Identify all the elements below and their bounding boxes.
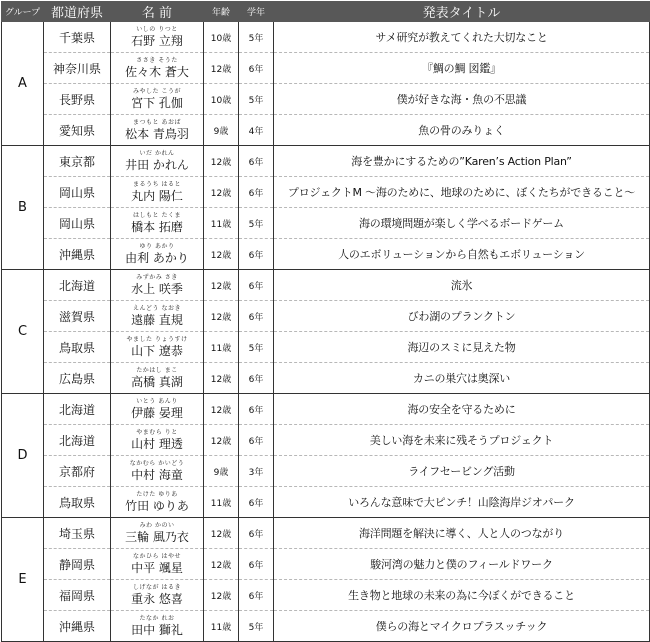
name-reading: ゆり あかり bbox=[139, 243, 175, 250]
title-cell: びわ湖のプランクトン bbox=[274, 301, 650, 332]
name-text: 水上 咲季 bbox=[131, 282, 183, 296]
age-cell: 11歳 bbox=[204, 208, 239, 239]
group-label: D bbox=[2, 394, 44, 518]
age-cell: 12歳 bbox=[204, 518, 239, 549]
name-cell bbox=[111, 518, 204, 549]
title-cell: 美しい海を未来に残そうプロジェクト bbox=[274, 425, 650, 456]
age-cell: 12歳 bbox=[204, 239, 239, 270]
grade-cell: 6年 bbox=[239, 518, 274, 549]
name-reading: みわ かのい bbox=[139, 522, 175, 529]
name-text: 中平 颯星 bbox=[131, 561, 183, 575]
grade-cell: 6年 bbox=[239, 53, 274, 84]
age-cell: 12歳 bbox=[204, 394, 239, 425]
name-cell bbox=[111, 394, 204, 425]
name-reading: いしの りつと bbox=[136, 26, 178, 33]
grade-cell: 6年 bbox=[239, 146, 274, 177]
title-cell: 人のエボリューションから自然もエボリューション bbox=[274, 239, 650, 270]
name-cell bbox=[111, 177, 204, 208]
title-cell: 海辺のスミに見えた物 bbox=[274, 332, 650, 363]
table-row bbox=[2, 425, 650, 456]
title-cell: 僕が好きな海・魚の不思議 bbox=[274, 84, 650, 115]
grade-cell: 5年 bbox=[239, 332, 274, 363]
name-cell bbox=[111, 425, 204, 456]
group-label: C bbox=[2, 270, 44, 394]
prefecture-cell: 京都府 bbox=[44, 456, 111, 487]
age-cell: 10歳 bbox=[204, 22, 239, 53]
group-label: B bbox=[2, 146, 44, 270]
table-row bbox=[2, 115, 650, 146]
name-text: 高橋 真湖 bbox=[131, 375, 183, 389]
table-row bbox=[2, 487, 650, 518]
name-reading: まつもと あおば bbox=[133, 119, 181, 126]
prefecture-cell: 滋賀県 bbox=[44, 301, 111, 332]
name-reading: なかひら はやせ bbox=[133, 553, 181, 560]
table-row bbox=[2, 549, 650, 580]
age-cell: 10歳 bbox=[204, 84, 239, 115]
table-row bbox=[2, 146, 650, 177]
table-row bbox=[2, 394, 650, 425]
age-cell: 12歳 bbox=[204, 177, 239, 208]
name-text: 井田 かれん bbox=[125, 158, 189, 172]
prefecture-cell: 埼玉県 bbox=[44, 518, 111, 549]
name-text: 宮下 孔伽 bbox=[131, 96, 183, 110]
table-body bbox=[2, 22, 650, 642]
prefecture-cell: 北海道 bbox=[44, 270, 111, 301]
prefecture-cell: 北海道 bbox=[44, 394, 111, 425]
name-reading: たなか れお bbox=[139, 615, 175, 622]
grade-cell: 5年 bbox=[239, 611, 274, 642]
grade-cell: 6年 bbox=[239, 177, 274, 208]
table-row bbox=[2, 208, 650, 239]
age-cell: 12歳 bbox=[204, 363, 239, 394]
header-title: 発表タイトル bbox=[274, 2, 650, 22]
age-cell: 11歳 bbox=[204, 611, 239, 642]
grade-cell: 6年 bbox=[239, 301, 274, 332]
table-row bbox=[2, 363, 650, 394]
name-text: 中村 海童 bbox=[131, 468, 183, 482]
name-text: 山村 理透 bbox=[131, 437, 183, 451]
name-reading: やました りょうすけ bbox=[126, 336, 188, 343]
header-row bbox=[2, 2, 650, 22]
table-row bbox=[2, 301, 650, 332]
name-reading: まるうち はると bbox=[133, 181, 181, 188]
name-cell bbox=[111, 208, 204, 239]
name-text: 丸内 陽仁 bbox=[131, 189, 183, 203]
name-reading: たけた ゆりあ bbox=[136, 491, 178, 498]
table-header bbox=[2, 2, 650, 22]
age-cell: 12歳 bbox=[204, 549, 239, 580]
name-text: 伊藤 晏理 bbox=[131, 406, 183, 420]
name-text: 石野 立翔 bbox=[131, 34, 183, 48]
prefecture-cell: 東京都 bbox=[44, 146, 111, 177]
title-cell: プロジェクトM ～海のために、地球のために、ぼくたちができること～ bbox=[274, 177, 650, 208]
prefecture-cell: 岡山県 bbox=[44, 177, 111, 208]
title-cell: 流氷 bbox=[274, 270, 650, 301]
presentation-table bbox=[1, 1, 650, 642]
header-prefecture: 都道府県 bbox=[44, 2, 111, 22]
grade-cell: 4年 bbox=[239, 115, 274, 146]
name-reading: いだ かれん bbox=[139, 150, 175, 157]
header-age: 年齢 bbox=[204, 2, 239, 22]
name-reading: ささき そうた bbox=[136, 57, 178, 64]
age-cell: 11歳 bbox=[204, 487, 239, 518]
name-cell bbox=[111, 549, 204, 580]
title-cell: ライフセービング活動 bbox=[274, 456, 650, 487]
name-text: 竹田 ゆりあ bbox=[125, 499, 189, 513]
name-reading: はしもと たくま bbox=[133, 212, 181, 219]
name-reading: たかはし まこ bbox=[136, 367, 178, 374]
table-row bbox=[2, 611, 650, 642]
age-cell: 9歳 bbox=[204, 115, 239, 146]
name-reading: みやした こうが bbox=[133, 88, 181, 95]
table-row bbox=[2, 270, 650, 301]
name-cell bbox=[111, 301, 204, 332]
table-row bbox=[2, 456, 650, 487]
prefecture-cell: 鳥取県 bbox=[44, 487, 111, 518]
grade-cell: 6年 bbox=[239, 239, 274, 270]
prefecture-cell: 沖縄県 bbox=[44, 611, 111, 642]
prefecture-cell: 神奈川県 bbox=[44, 53, 111, 84]
name-cell bbox=[111, 239, 204, 270]
prefecture-cell: 北海道 bbox=[44, 425, 111, 456]
prefecture-cell: 岡山県 bbox=[44, 208, 111, 239]
title-cell: 『鯛の鯛 図鑑』 bbox=[274, 53, 650, 84]
name-cell bbox=[111, 580, 204, 611]
age-cell: 12歳 bbox=[204, 580, 239, 611]
age-cell: 11歳 bbox=[204, 332, 239, 363]
prefecture-cell: 千葉県 bbox=[44, 22, 111, 53]
title-cell: 僕らの海とマイクロプラスッチック bbox=[274, 611, 650, 642]
grade-cell: 3年 bbox=[239, 456, 274, 487]
table-row bbox=[2, 239, 650, 270]
name-cell bbox=[111, 53, 204, 84]
grade-cell: 5年 bbox=[239, 22, 274, 53]
name-cell bbox=[111, 270, 204, 301]
table-row bbox=[2, 53, 650, 84]
grade-cell: 6年 bbox=[239, 394, 274, 425]
group-label: E bbox=[2, 518, 44, 642]
prefecture-cell: 愛知県 bbox=[44, 115, 111, 146]
title-cell: 生き物と地球の未来の為に今ぼくができること bbox=[274, 580, 650, 611]
grade-cell: 6年 bbox=[239, 580, 274, 611]
age-cell: 12歳 bbox=[204, 270, 239, 301]
name-text: 山下 遼恭 bbox=[131, 344, 183, 358]
title-cell: カニの巣穴は奥深い bbox=[274, 363, 650, 394]
name-cell bbox=[111, 115, 204, 146]
header-group: グループ bbox=[2, 2, 44, 22]
name-reading: なかむら かいどう bbox=[129, 460, 185, 467]
name-cell bbox=[111, 456, 204, 487]
name-text: 三輪 風乃衣 bbox=[125, 530, 189, 544]
prefecture-cell: 長野県 bbox=[44, 84, 111, 115]
grade-cell: 6年 bbox=[239, 363, 274, 394]
table-row bbox=[2, 332, 650, 363]
prefecture-cell: 静岡県 bbox=[44, 549, 111, 580]
title-cell: 海洋問題を解決に導く、人と人のつながり bbox=[274, 518, 650, 549]
grade-cell: 5年 bbox=[239, 208, 274, 239]
header-grade: 学年 bbox=[239, 2, 274, 22]
prefecture-cell: 沖縄県 bbox=[44, 239, 111, 270]
title-cell: 海の環境問題が楽しく学べるボードゲーム bbox=[274, 208, 650, 239]
grade-cell: 6年 bbox=[239, 487, 274, 518]
name-cell bbox=[111, 332, 204, 363]
name-text: 佐々木 蒼大 bbox=[125, 65, 189, 79]
age-cell: 9歳 bbox=[204, 456, 239, 487]
age-cell: 12歳 bbox=[204, 425, 239, 456]
table-row bbox=[2, 580, 650, 611]
prefecture-cell: 鳥取県 bbox=[44, 332, 111, 363]
grade-cell: 5年 bbox=[239, 84, 274, 115]
age-cell: 12歳 bbox=[204, 301, 239, 332]
prefecture-cell: 福岡県 bbox=[44, 580, 111, 611]
name-text: 重永 悠喜 bbox=[131, 592, 183, 606]
title-cell: 駿河湾の魅力と僕のフィールドワーク bbox=[274, 549, 650, 580]
title-cell: 海の安全を守るために bbox=[274, 394, 650, 425]
name-cell bbox=[111, 611, 204, 642]
name-text: 由利 あかり bbox=[125, 251, 189, 265]
name-reading: いとう あんり bbox=[136, 398, 178, 405]
grade-cell: 6年 bbox=[239, 270, 274, 301]
table-row bbox=[2, 177, 650, 208]
group-label: A bbox=[2, 22, 44, 146]
age-cell: 12歳 bbox=[204, 53, 239, 84]
age-cell: 12歳 bbox=[204, 146, 239, 177]
table-row bbox=[2, 518, 650, 549]
name-cell bbox=[111, 363, 204, 394]
header-name: 名 前 bbox=[111, 2, 204, 22]
title-cell: 海を豊かにするための”Karen’s Action Plan” bbox=[274, 146, 650, 177]
name-cell bbox=[111, 22, 204, 53]
name-cell bbox=[111, 84, 204, 115]
name-text: 田中 獅礼 bbox=[131, 623, 183, 637]
name-reading: やまむら りと bbox=[136, 429, 178, 436]
grade-cell: 6年 bbox=[239, 425, 274, 456]
title-cell: サメ研究が教えてくれた大切なこと bbox=[274, 22, 650, 53]
prefecture-cell: 広島県 bbox=[44, 363, 111, 394]
title-cell: 魚の骨のみりょく bbox=[274, 115, 650, 146]
name-cell bbox=[111, 487, 204, 518]
name-text: 橋本 拓磨 bbox=[131, 220, 183, 234]
name-cell bbox=[111, 146, 204, 177]
name-reading: みずかみ さき bbox=[136, 274, 178, 281]
name-reading: しげなが はるき bbox=[133, 584, 181, 591]
table-row bbox=[2, 84, 650, 115]
name-reading: えんどう なおき bbox=[133, 305, 181, 312]
table-row bbox=[2, 22, 650, 53]
name-text: 遠藤 直規 bbox=[131, 313, 183, 327]
name-text: 松本 青鳥羽 bbox=[125, 127, 189, 141]
title-cell: いろんな意味で大ピンチ！山陰海岸ジオパーク bbox=[274, 487, 650, 518]
grade-cell: 6年 bbox=[239, 549, 274, 580]
